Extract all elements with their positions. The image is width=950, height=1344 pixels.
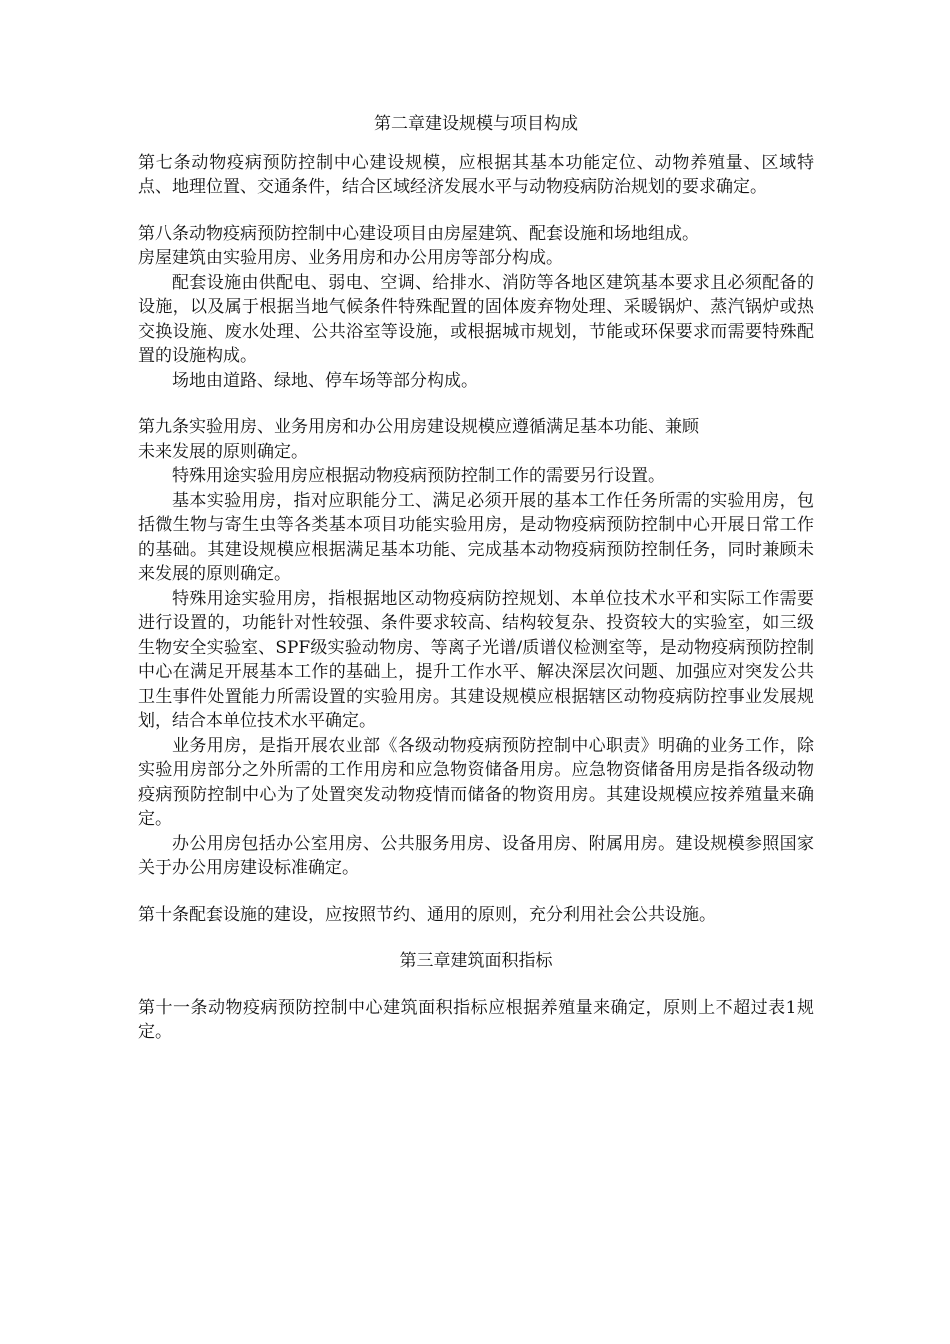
document-page <box>138 112 814 1045</box>
article-8-site: 场地由道路、绿地、停车场等部分构成。 <box>172 370 478 391</box>
chapter-2-heading: 第二章建设规模与项目构成 <box>374 114 578 134</box>
article-9-special-rooms: 特殊用途实验用房应根据动物疫病预防控制工作的需要另行设置。 <box>172 466 665 486</box>
article-9-special-labs: 特殊用途实验用房，指根据地区动物疫病防控规划、本单位技术水平和实际工作需要进行设置的，功能针对性较强、条件要求较高、结构较复杂、投资较大的实验室，如三级生物安全实验室、SPF级实验动物房、等离子光谱/质谱仪检测室等，是动物疫病预防控制中心在满足开展基本工作的基础上，提升工作水平、解决深层次问题、加强应对突发公共卫生事件处置能力所需设置的实验用房。其建设规模应根据辖区动物疫病防控事业发展规划，结合本单位技术水平确定。 <box>138 588 814 731</box>
article-9-office-rooms: 办公用房包括办公室用房、公共服务用房、设备用房、附属用房。建设规模参照国家关于办公用房建设标准确定。 <box>138 833 814 878</box>
article-8-buildings: 房屋建筑由实验用房、业务用房和办公用房等部分构成。 <box>138 248 563 268</box>
article-9-line-1: 第九条实验用房、业务用房和办公用房建设规模应遵循满足基本功能、兼顾 <box>138 417 699 437</box>
chapter-3-heading: 第三章建筑面积指标 <box>399 951 553 971</box>
article-9-business-rooms: 业务用房，是指开展农业部《各级动物疫病预防控制中心职责》明确的业务工作，除实验用房部分之外所需的工作用房和应急物资储备用房。应急物资储备用房是指各级动物疫病预防控制中心为了处置突发动物疫情而储备的物资用房。其建设规模应按养殖量来确定。 <box>138 735 814 829</box>
article-7: 第七条动物疫病预防控制中心建设规模，应根据其基本功能定位、动物养殖量、区域特点、地理位置、交通条件，结合区域经济发展水平与动物疫病防治规划的要求确定。 <box>138 152 814 197</box>
article-9-line-2: 未来发展的原则确定。 <box>138 441 308 462</box>
article-10: 第十条配套设施的建设，应按照节约、通用的原则，充分利用社会公共设施。 <box>138 904 716 925</box>
article-9-basic-labs: 基本实验用房，指对应职能分工、满足必须开展的基本工作任务所需的实验用房，包括微生物与寄生虫等各类基本项目功能实验用房，是动物疫病预防控制中心开展日常工作的基础。其建设规模应根据满足基本功能、完成基本动物疫病预防控制任务，同时兼顾未来发展的原则确定。 <box>138 490 814 584</box>
article-8: 第八条动物疫病预防控制中心建设项目由房屋建筑、配套设施和场地组成。 <box>138 223 699 244</box>
article-9 <box>138 415 814 464</box>
article-8-facilities: 配套设施由供配电、弱电、空调、给排水、消防等各地区建筑基本要求且必须配备的设施，以及属于根据当地气候条件特殊配置的固体废弃物处理、采暖锅炉、蒸汽锅炉或热交换设施、废水处理、公共浴室等设施，或根据城市规划，节能或环保要求而需要特殊配置的设施构成。 <box>138 272 814 366</box>
article-11: 第十一条动物疫病预防控制中心建筑面积指标应根据养殖量来确定，原则上不超过表1规定。 <box>138 997 814 1042</box>
